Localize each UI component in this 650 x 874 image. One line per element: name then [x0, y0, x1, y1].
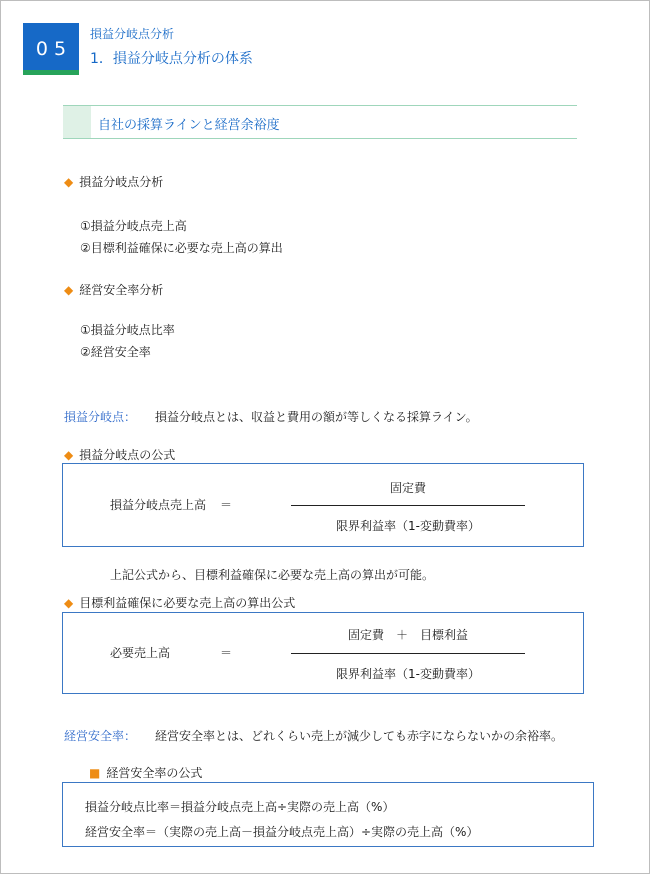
- diamond-icon: ◆: [64, 283, 74, 297]
- formula3-line2: 経営安全率＝（実際の売上高－損益分岐点売上高）÷実際の売上高（%）: [85, 825, 479, 839]
- formula2-denominator: 限界利益率（1-変動費率）: [336, 667, 480, 681]
- list2-heading-row: [64, 281, 163, 298]
- square-icon: ■: [89, 766, 101, 780]
- definition-term: 損益分岐点：: [64, 410, 137, 424]
- formula1-numerator: 固定費: [389, 481, 426, 495]
- section-title-bar: [63, 105, 577, 139]
- section-title: 自社の採算ラインと経営余裕度: [98, 118, 280, 133]
- definition-text: 損益分岐点とは、収益と費用の額が等しくなる採算ライン。: [155, 410, 478, 424]
- section-title-accent: [63, 106, 91, 138]
- list2-item: ②経営安全率: [80, 345, 151, 359]
- formula1-fraction-line: [291, 505, 525, 506]
- formula1-equals: ＝: [220, 498, 233, 512]
- diamond-icon: ◆: [64, 448, 74, 462]
- formula3-box: [62, 782, 594, 847]
- formula3-heading: 経営安全率の公式: [106, 766, 203, 780]
- formula-note: 上記公式から、目標利益確保に必要な売上高の算出が可能。: [110, 568, 435, 582]
- definition-term: 経営安全率：: [64, 729, 137, 743]
- list1-heading-row: [64, 173, 163, 190]
- list1-heading: 損益分岐点分析: [79, 175, 164, 189]
- chapter-number-badge: [23, 23, 79, 75]
- formula1-denominator: 限界利益率（1-変動費率）: [336, 519, 480, 533]
- chapter-number: 05: [35, 38, 73, 60]
- page-title: 1．損益分岐点分析の体系: [90, 51, 253, 67]
- formula2-lhs: 必要売上高: [110, 646, 171, 660]
- list1-item: ①損益分岐点売上高: [80, 219, 187, 233]
- formula2-numerator: 固定費 ＋ 目標利益: [347, 628, 468, 642]
- list2-item: ①損益分岐点比率: [80, 323, 175, 337]
- list2-heading: 経営安全率分析: [79, 283, 164, 297]
- formula1-box: [62, 463, 584, 547]
- diamond-icon: ◆: [64, 175, 74, 189]
- formula3-heading-row: [89, 764, 202, 781]
- formula1-lhs: 損益分岐点売上高: [110, 498, 207, 512]
- formula3-line1: 損益分岐点比率＝損益分岐点売上高÷実際の売上高（%）: [85, 800, 395, 814]
- formula1-heading: 損益分岐点の公式: [79, 448, 176, 462]
- formula2-fraction-line: [291, 653, 525, 654]
- definition-text: 経営安全率とは、どれくらい売上が減少しても赤字にならないかの余裕率。: [155, 729, 564, 743]
- diamond-icon: ◆: [64, 596, 74, 610]
- chapter-category: 損益分岐点分析: [90, 27, 175, 41]
- formula2-equals: ＝: [220, 646, 233, 660]
- formula2-box: [62, 612, 584, 694]
- list1-item: ②目標利益確保に必要な売上高の算出: [80, 241, 283, 255]
- formula2-heading-row: [64, 594, 295, 611]
- badge-accent-bar: [23, 70, 79, 75]
- formula2-heading: 目標利益確保に必要な売上高の算出公式: [79, 596, 296, 610]
- formula1-heading-row: [64, 446, 175, 463]
